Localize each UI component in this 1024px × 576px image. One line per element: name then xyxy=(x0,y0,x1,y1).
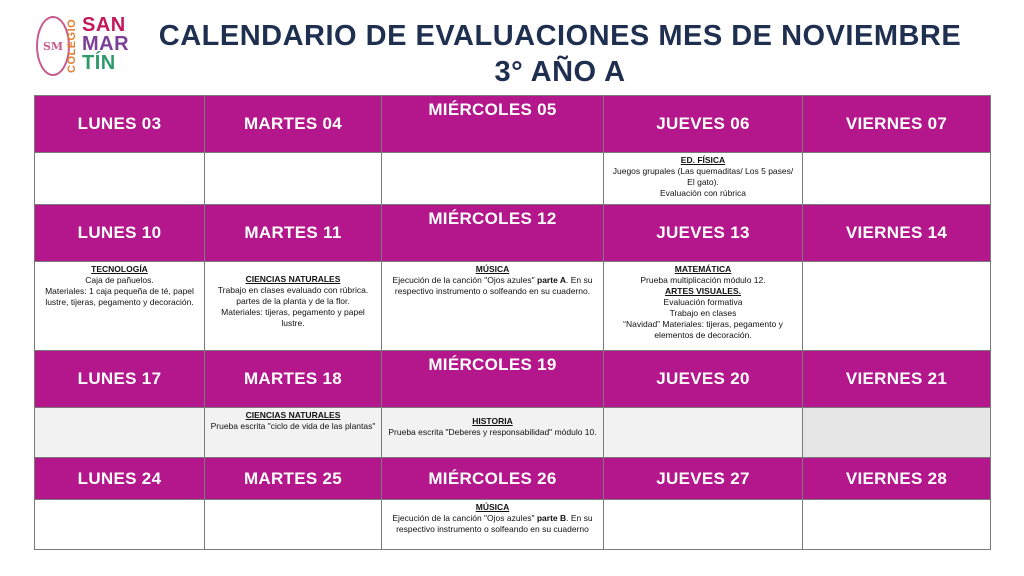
day-header: JUEVES 20 xyxy=(604,351,803,408)
day-header: MARTES 18 xyxy=(205,351,382,408)
subject-label: HISTORIA xyxy=(472,416,513,426)
evaluation-text: Prueba escrita "ciclo de vida de las plantas" xyxy=(210,421,376,431)
day-cell xyxy=(35,500,205,550)
evaluation-text xyxy=(386,275,599,297)
day-header: LUNES 10 xyxy=(35,205,205,262)
evaluation-calendar xyxy=(34,95,991,550)
day-cell xyxy=(382,153,604,205)
day-cell xyxy=(382,408,604,458)
evaluation-text: Trabajo en clases evaluado con rúbrica. partes de la planta y de la flor. xyxy=(217,285,369,306)
day-header: MARTES 25 xyxy=(205,458,382,500)
day-cell xyxy=(205,408,382,458)
week-header-row xyxy=(35,205,991,262)
school-logo xyxy=(36,16,142,78)
day-header: MARTES 11 xyxy=(205,205,382,262)
evaluation-text: Evaluación formativa xyxy=(663,297,743,307)
day-header: LUNES 03 xyxy=(35,96,205,153)
subject-label: MÚSICA xyxy=(475,264,510,274)
day-cell xyxy=(604,500,803,550)
day-header: MIÉRCOLES 19 xyxy=(382,351,604,408)
day-cell xyxy=(803,153,991,205)
day-cell xyxy=(604,408,803,458)
subject-label: CIENCIAS NATURALES xyxy=(245,274,341,284)
subject-label: ARTES VISUALES. xyxy=(664,286,742,296)
evaluation-text: Prueba escrita "Deberes y responsabilidad" módulo 10. xyxy=(388,427,597,437)
evaluation-text: Juegos grupales (Las quemaditas/ Los 5 pases/ El gato). xyxy=(612,166,794,187)
day-cell xyxy=(382,262,604,351)
text-bold-part: parte B xyxy=(536,513,567,523)
day-header: VIERNES 21 xyxy=(803,351,991,408)
week-body-row xyxy=(35,153,991,205)
week-body-row xyxy=(35,408,991,458)
week-header-row xyxy=(35,458,991,500)
logo-brand xyxy=(82,16,129,73)
page-title: CALENDARIO DE EVALUACIONES MES DE NOVIEMBRE xyxy=(158,20,962,52)
logo-colegio-text: COLEGIO xyxy=(66,18,78,74)
week-header-row xyxy=(35,351,991,408)
day-header: JUEVES 27 xyxy=(604,458,803,500)
page-subtitle: 3° AÑO A xyxy=(494,56,626,88)
day-cell xyxy=(35,408,205,458)
text-part: Ejecución de la canción "Ojos azules" xyxy=(392,513,537,523)
evaluation-text: Prueba multiplicación módulo 12. xyxy=(640,275,766,285)
day-header: VIERNES 28 xyxy=(803,458,991,500)
day-cell xyxy=(205,262,382,351)
day-header: VIERNES 14 xyxy=(803,205,991,262)
day-cell xyxy=(803,500,991,550)
day-header: LUNES 24 xyxy=(35,458,205,500)
day-header: MIÉRCOLES 26 xyxy=(382,458,604,500)
day-header: MIÉRCOLES 12 xyxy=(382,205,604,262)
day-cell xyxy=(205,153,382,205)
subject-label: MÚSICA xyxy=(475,502,510,512)
day-cell xyxy=(803,408,991,458)
logo-line-1: SAN xyxy=(82,14,126,36)
text-part: . En su respectivo instrumento o solfeando en su cuaderno. xyxy=(394,275,593,296)
subject-label: MATEMÁTICA xyxy=(674,264,732,274)
evaluation-text: Trabajo en clases xyxy=(669,308,737,318)
evaluation-text: Evaluación con rúbrica xyxy=(660,188,746,198)
day-header: LUNES 17 xyxy=(35,351,205,408)
day-cell xyxy=(205,500,382,550)
day-cell xyxy=(35,262,205,351)
subject-label: CIENCIAS NATURALES xyxy=(245,410,341,420)
text-bold-part: parte A xyxy=(537,275,566,285)
subject-label: ED. FÍSICA xyxy=(680,155,726,165)
subject-label: TECNOLOGÍA xyxy=(91,264,148,274)
evaluation-text: “Navidad” Materiales: tijeras, pegamento y elementos de decoración. xyxy=(623,319,783,340)
day-header: VIERNES 07 xyxy=(803,96,991,153)
seal-text: SM xyxy=(42,39,64,53)
day-header: JUEVES 13 xyxy=(604,205,803,262)
logo-line-3: TÍN xyxy=(82,52,116,74)
week-header-row xyxy=(35,96,991,153)
evaluation-text: Materiales: tijeras, pegamento y papel lustre. xyxy=(221,307,365,328)
day-cell xyxy=(803,262,991,351)
week-body-row xyxy=(35,262,991,351)
week-body-row xyxy=(35,500,991,550)
day-cell xyxy=(604,262,803,351)
day-header: MIÉRCOLES 05 xyxy=(382,96,604,153)
day-cell xyxy=(382,500,604,550)
text-part: Ejecución de la canción "Ojos azules" xyxy=(392,275,538,285)
evaluation-text: Caja de pañuelos. xyxy=(85,275,154,285)
text-part: . En su respectivo instrumento o solfeando en su cuaderno xyxy=(396,513,593,534)
day-cell xyxy=(604,153,803,205)
evaluation-text: Materiales: 1 caja pequeña de té, papel lustre, tijeras, pegamento y decoración. xyxy=(45,286,194,307)
logo-line-2: MAR xyxy=(82,33,130,55)
day-cell xyxy=(35,153,205,205)
evaluation-text xyxy=(386,513,599,535)
school-seal-icon xyxy=(36,16,70,76)
day-header: MARTES 04 xyxy=(205,96,382,153)
day-header: JUEVES 06 xyxy=(604,96,803,153)
